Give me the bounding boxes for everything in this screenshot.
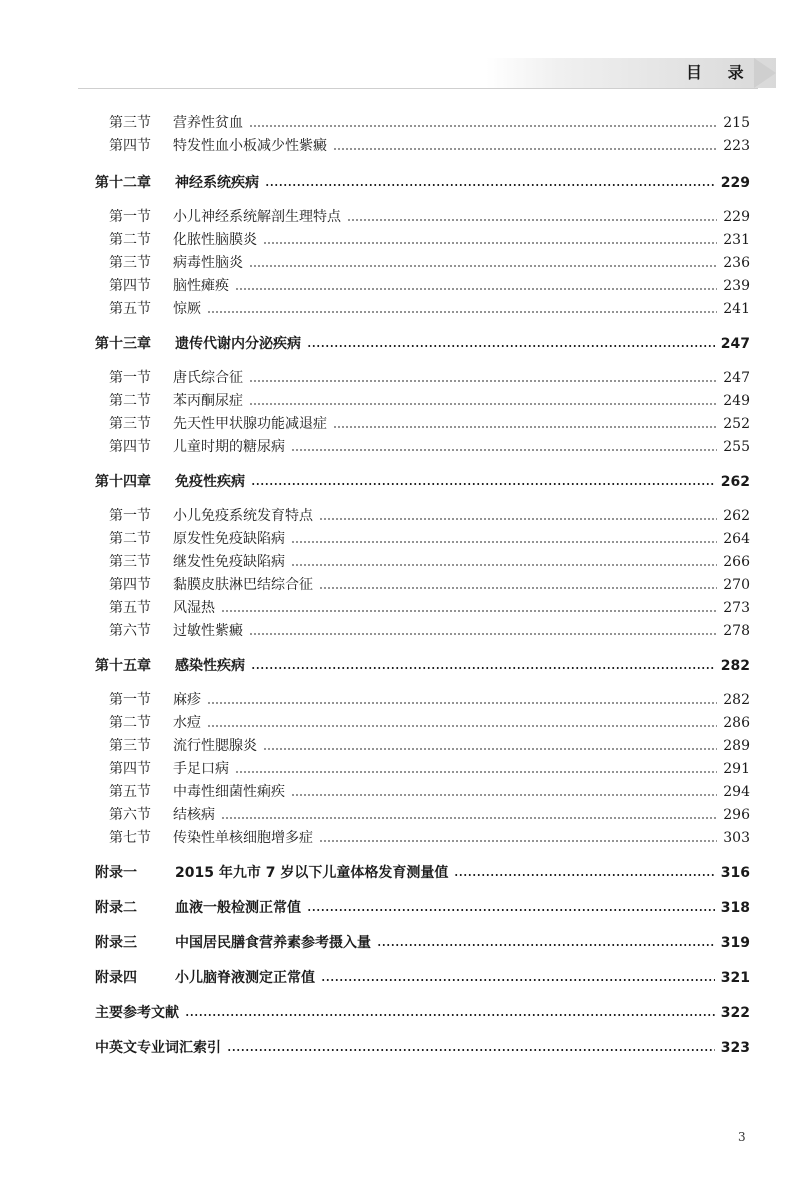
dot-leader [185, 1014, 715, 1016]
toc-chapter-entry[interactable] [95, 966, 750, 990]
toc-entry-title: 小儿神经系统解剖生理特点 [173, 209, 341, 225]
toc-entry-title: 主要参考文献 [95, 1005, 179, 1021]
dot-leader [291, 564, 717, 566]
toc-entry-label: 第一节 [109, 370, 151, 386]
toc-entry-page: 266 [723, 554, 750, 570]
toc-entry-title: 中毒性细菌性痢疾 [173, 784, 285, 800]
toc-entry-title: 唐氏综合征 [173, 370, 243, 386]
toc-section-entry[interactable] [95, 689, 750, 712]
toc-entry-page: 316 [720, 865, 750, 881]
toc-entry-page: 264 [723, 531, 750, 547]
toc-entry-page: 255 [723, 439, 750, 455]
toc-entry-title: 继发性免疫缺陷病 [173, 554, 285, 570]
toc-section-entry[interactable] [95, 413, 750, 436]
dot-leader [291, 541, 717, 543]
dot-leader [235, 288, 717, 290]
dot-leader [221, 610, 717, 612]
toc-entry-page: 236 [723, 255, 750, 271]
toc-entry-title: 手足口病 [173, 761, 229, 777]
toc-entry-title: 儿童时期的糖尿病 [173, 439, 285, 455]
toc-section-entry[interactable] [95, 298, 750, 321]
toc-entry-label: 附录三 [95, 935, 137, 951]
toc-entry-title: 风湿热 [173, 600, 215, 616]
toc-section-entry[interactable] [95, 367, 750, 390]
toc-entry-label: 第二节 [109, 715, 151, 731]
toc-entry-label: 第七节 [109, 830, 151, 846]
dot-leader [307, 345, 715, 347]
dot-leader [249, 125, 717, 127]
toc-section-entry[interactable] [95, 804, 750, 827]
toc-entry-page: 278 [723, 623, 750, 639]
dot-leader [235, 771, 717, 773]
dot-leader [319, 587, 717, 589]
toc-entry-label: 第二节 [109, 393, 151, 409]
toc-entry-label: 第十五章 [95, 658, 151, 674]
toc-entry-page: 273 [723, 600, 750, 616]
toc-entry-page: 270 [723, 577, 750, 593]
dot-leader [249, 633, 717, 635]
toc-section-entry[interactable] [95, 574, 750, 597]
toc-entry-page: 318 [720, 900, 750, 916]
toc-entry-title: 感染性疾病 [175, 658, 245, 674]
toc-entry-title: 化脓性脑膜炎 [173, 232, 257, 248]
page-header-title: 目 录 [686, 63, 754, 82]
toc-entry-title: 中英文专业词汇索引 [95, 1040, 221, 1056]
toc-section-entry[interactable] [95, 620, 750, 643]
toc-chapter-entry[interactable] [95, 654, 750, 678]
toc-entry-label: 第三节 [109, 115, 151, 131]
toc-entry-label: 第十二章 [95, 175, 151, 191]
toc-entry-label: 第三节 [109, 554, 151, 570]
dot-leader [307, 909, 715, 911]
toc-entry-page: 229 [720, 175, 750, 191]
header-rule [78, 88, 758, 89]
dot-leader [227, 1049, 715, 1051]
toc-chapter-entry[interactable] [95, 332, 750, 356]
toc-entry-title: 原发性免疫缺陷病 [173, 531, 285, 547]
dot-leader [207, 725, 717, 727]
table-of-contents [95, 112, 750, 1071]
toc-entry-page: 252 [723, 416, 750, 432]
dot-leader [291, 449, 717, 451]
toc-entry-label: 第二节 [109, 232, 151, 248]
dot-leader [265, 184, 715, 186]
header-tab-arrow [754, 58, 776, 88]
toc-entry-page: 286 [723, 715, 750, 731]
toc-entry-label: 第一节 [109, 209, 151, 225]
toc-entry-label: 第五节 [109, 301, 151, 317]
toc-entry-label: 第三节 [109, 255, 151, 271]
dot-leader [249, 403, 717, 405]
toc-entry-label: 第五节 [109, 784, 151, 800]
toc-section-entry[interactable] [95, 827, 750, 850]
toc-section-entry[interactable] [95, 712, 750, 735]
toc-entry-title: 小儿免疫系统发育特点 [173, 508, 313, 524]
toc-entry-page: 319 [720, 935, 750, 951]
toc-entry-label: 第四节 [109, 138, 151, 154]
toc-entry-title: 黏膜皮肤淋巴结综合征 [173, 577, 313, 593]
toc-entry-title: 特发性血小板减少性紫癜 [173, 138, 327, 154]
toc-entry-title: 流行性腮腺炎 [173, 738, 257, 754]
toc-entry-page: 289 [723, 738, 750, 754]
toc-entry-title: 血液一般检测正常值 [175, 900, 301, 916]
toc-chapter-entry[interactable] [95, 1036, 750, 1060]
toc-entry-label: 第三节 [109, 416, 151, 432]
toc-entry-title: 中国居民膳食营养素参考摄入量 [175, 935, 371, 951]
toc-chapter-entry[interactable] [95, 171, 750, 195]
dot-leader [249, 380, 717, 382]
toc-entry-title: 过敏性紫癜 [173, 623, 243, 639]
dot-leader [291, 794, 717, 796]
dot-leader [333, 426, 717, 428]
toc-entry-label: 第四节 [109, 577, 151, 593]
toc-section-entry[interactable] [95, 229, 750, 252]
dot-leader [251, 483, 715, 485]
toc-entry-label: 第三节 [109, 738, 151, 754]
toc-entry-page: 223 [723, 138, 750, 154]
toc-entry-label: 第十四章 [95, 474, 151, 490]
toc-entry-page: 215 [723, 115, 750, 131]
toc-section-entry[interactable] [95, 528, 750, 551]
toc-entry-label: 第六节 [109, 807, 151, 823]
toc-chapter-entry[interactable] [95, 861, 750, 885]
toc-entry-page: 291 [723, 761, 750, 777]
toc-chapter-entry[interactable] [95, 470, 750, 494]
toc-entry-page: 231 [723, 232, 750, 248]
toc-section-entry[interactable] [95, 206, 750, 229]
toc-entry-title: 传染性单核细胞增多症 [173, 830, 313, 846]
toc-entry-title: 营养性贫血 [173, 115, 243, 131]
toc-section-entry[interactable] [95, 781, 750, 804]
toc-entry-label: 第六节 [109, 623, 151, 639]
toc-entry-page: 249 [723, 393, 750, 409]
toc-entry-page: 247 [720, 336, 750, 352]
toc-section-entry[interactable] [95, 112, 750, 135]
toc-entry-label: 第一节 [109, 692, 151, 708]
dot-leader [207, 311, 717, 313]
toc-entry-page: 229 [723, 209, 750, 225]
toc-entry-label: 第四节 [109, 761, 151, 777]
toc-chapter-entry[interactable] [95, 931, 750, 955]
toc-entry-page: 322 [720, 1005, 750, 1021]
toc-entry-page: 294 [723, 784, 750, 800]
toc-entry-title: 麻疹 [173, 692, 201, 708]
toc-entry-page: 303 [723, 830, 750, 846]
toc-entry-page: 262 [723, 508, 750, 524]
toc-entry-label: 第十三章 [95, 336, 151, 352]
dot-leader [251, 667, 715, 669]
toc-entry-label: 附录一 [95, 865, 137, 881]
dot-leader [319, 518, 717, 520]
dot-leader [207, 702, 717, 704]
toc-entry-label: 第五节 [109, 600, 151, 616]
dot-leader [263, 242, 717, 244]
toc-entry-label: 第一节 [109, 508, 151, 524]
toc-entry-page: 262 [720, 474, 750, 490]
toc-entry-page: 323 [720, 1040, 750, 1056]
toc-entry-page: 239 [723, 278, 750, 294]
toc-entry-page: 321 [720, 970, 750, 986]
toc-entry-title: 免疫性疾病 [175, 474, 245, 490]
toc-section-entry[interactable] [95, 735, 750, 758]
toc-entry-title: 脑性瘫痪 [173, 278, 229, 294]
toc-entry-page: 282 [723, 692, 750, 708]
dot-leader [347, 219, 717, 221]
toc-section-entry[interactable] [95, 436, 750, 459]
toc-entry-title: 2015 年九市 7 岁以下儿童体格发育测量值 [175, 865, 449, 881]
toc-entry-title: 小儿脑脊液测定正常值 [175, 970, 315, 986]
toc-entry-title: 先天性甲状腺功能减退症 [173, 416, 327, 432]
toc-entry-label: 第二节 [109, 531, 151, 547]
toc-section-entry[interactable] [95, 275, 750, 298]
toc-entry-label: 第四节 [109, 278, 151, 294]
dot-leader [321, 979, 715, 981]
dot-leader [333, 148, 717, 150]
toc-chapter-entry[interactable] [95, 1001, 750, 1025]
toc-entry-page: 247 [723, 370, 750, 386]
toc-entry-label: 第四节 [109, 439, 151, 455]
dot-leader [221, 817, 717, 819]
toc-entry-title: 水痘 [173, 715, 201, 731]
toc-entry-title: 遗传代谢内分泌疾病 [175, 336, 301, 352]
toc-section-entry[interactable] [95, 135, 750, 158]
toc-section-entry[interactable] [95, 551, 750, 574]
toc-entry-title: 苯丙酮尿症 [173, 393, 243, 409]
toc-section-entry[interactable] [95, 390, 750, 413]
toc-chapter-entry[interactable] [95, 896, 750, 920]
dot-leader [249, 265, 717, 267]
page-number: 3 [738, 1130, 746, 1144]
toc-section-entry[interactable] [95, 505, 750, 528]
dot-leader [454, 874, 714, 876]
dot-leader [263, 748, 717, 750]
toc-entry-page: 241 [723, 301, 750, 317]
toc-entry-title: 病毒性脑炎 [173, 255, 243, 271]
dot-leader [319, 840, 717, 842]
toc-entry-label: 附录二 [95, 900, 137, 916]
toc-entry-title: 神经系统疾病 [175, 175, 259, 191]
toc-section-entry[interactable] [95, 252, 750, 275]
dot-leader [377, 944, 715, 946]
toc-entry-title: 结核病 [173, 807, 215, 823]
toc-entry-page: 282 [720, 658, 750, 674]
toc-entry-label: 附录四 [95, 970, 137, 986]
toc-entry-title: 惊厥 [173, 301, 201, 317]
toc-section-entry[interactable] [95, 758, 750, 781]
toc-section-entry[interactable] [95, 597, 750, 620]
toc-entry-page: 296 [723, 807, 750, 823]
